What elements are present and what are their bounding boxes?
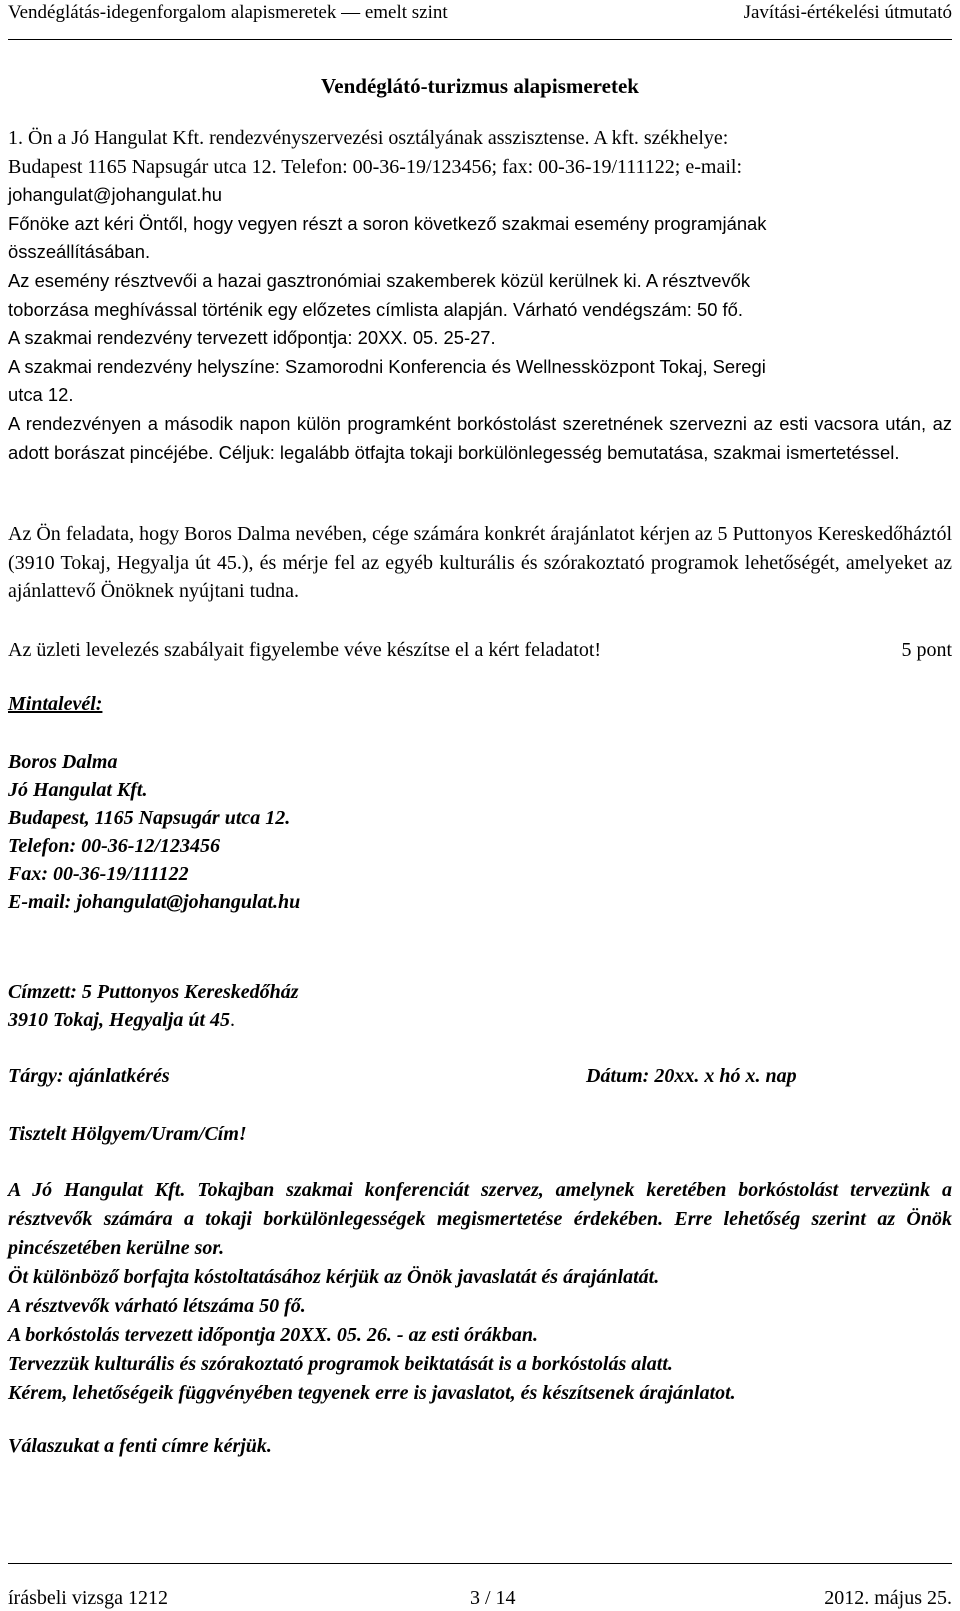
task-intro-line-2: Budapest 1165 Napsugár utca 12. Telefon: 00-36-19/123456; fax: 00-36-19/111122; e-mail:: [8, 155, 743, 178]
letter-paragraph-6: Kérem, lehetőségeik függvényében tegyenek erre is javaslatot, és készítsenek árajánlatot.: [8, 1382, 736, 1404]
footer-page-number: 3 / 14: [470, 1587, 516, 1609]
letter-body: [8, 1176, 952, 1408]
letter-paragraph-3: A résztvevők várható létszáma 50 fő.: [8, 1295, 306, 1317]
instruction-text: Az üzleti levelezés szabályait figyelembe véve készítse el a kért feladatot!: [8, 639, 602, 661]
task-description: [8, 124, 952, 467]
letter-paragraph-2: Öt különböző borfajta kóstoltatásához kérjük az Önök javaslatát és árajánlatát.: [8, 1266, 660, 1288]
header-right-title: Javítási-értékelési útmutató: [743, 2, 952, 23]
task-date: A szakmai rendezvény tervezett időpontja: 20XX. 05. 25-27.: [8, 327, 496, 349]
sender-company: Jó Hangulat Kft.: [8, 779, 148, 801]
sender-fax: Fax: 00-36-19/111122: [8, 863, 189, 885]
sender-address: Budapest, 1165 Napsugár utca 12.: [8, 807, 291, 829]
salutation: Tisztelt Hölgyem/Uram/Cím!: [8, 1123, 247, 1145]
task-venue-line-2: utca 12.: [8, 384, 74, 406]
header-divider: [8, 39, 952, 40]
sender-email: E-mail: johangulat@johangulat.hu: [8, 891, 301, 913]
assignment-paragraph: [8, 520, 952, 606]
task-participants: Az esemény résztvevői a hazai gasztronómiai szakemberek közül kerülnek ki. A résztvevők: [8, 269, 751, 291]
task-intro-email: johangulat@johangulat.hu: [8, 184, 222, 206]
task-boss-line-1: Főnöke azt kéri Öntől, hogy vegyen részt a soron következő szakmai esemény programjának: [8, 212, 767, 234]
letter-paragraph-4: A borkóstolás tervezett időpontja 20XX. 05. 26. - az esti órákban.: [8, 1324, 539, 1346]
task-recruitment: toborzása meghívással történik egy előzetes címlista alapján. Várható vendégszám: 50 fő.: [8, 298, 744, 320]
subject-line: Tárgy: ajánlatkérés: [8, 1065, 170, 1087]
task-wine-tasting: A rendezvényen a második napon külön programként borkóstolást szeretnének szervezni az esti vacsora után, az adott borászat pincéjébe. Céljuk: legalább ötfajta tokaji borkülönlegesség bemutatása, szakmai ismertetéssel.: [8, 412, 952, 463]
sample-letter-heading: Mintalevél:: [8, 693, 103, 715]
header-left-title: Vendéglátás-idegenforgalom alapismeretek — emelt szint: [8, 2, 448, 23]
page-footer: [8, 1585, 952, 1611]
sender-block: [8, 748, 300, 916]
sender-name: Boros Dalma: [8, 751, 118, 773]
page-header: [8, 0, 952, 34]
footer-date: 2012. május 25.: [824, 1587, 952, 1609]
task-venue-line-1: A szakmai rendezvény helyszíne: Szamorodni Konferencia és Wellnessközpont Tokaj, Seregi: [8, 355, 766, 377]
recipient-address-text: 3910 Tokaj, Hegyalja út 45: [8, 1009, 231, 1031]
task-boss-line-2: összeállításában.: [8, 241, 151, 263]
task-intro-line-1: 1. Ön a Jó Hangulat Kft. rendezvényszervezési osztályának asszisztense. A kft. székhelye:: [8, 127, 729, 149]
instruction-line: [8, 636, 952, 664]
letter-closing: Válaszukat a fenti címre kérjük.: [8, 1435, 272, 1457]
recipient-name: Címzett: 5 Puttonyos Kereskedőház: [8, 981, 299, 1003]
footer-exam-code: írásbeli vizsga 1212: [8, 1587, 168, 1609]
assignment-text: Az Ön feladata, hogy Boros Dalma nevében, cége számára konkrét árajánlatot kérjen az 5 Puttonyos Kereskedőháztól (3910 Tokaj, Hegyalja út 45.), és mérje fel az egyéb kulturális és szórakoztató programok lehetőségét, amelyeket az ajánlattevő Önöknek nyújtani tudna.: [8, 523, 952, 603]
recipient-block: [8, 978, 299, 1034]
letter-paragraph-1: A Jó Hangulat Kft. Tokajban szakmai konferenciát szervez, amelynek keretében borkóstolást tervezünk a résztvevők számára a tokaji borkülönlegességek megismertetése érdekében. Erre lehetőség szerint az Önök pincészetében kerülne sor.: [8, 1179, 952, 1259]
recipient-address: [8, 1006, 299, 1034]
date-line: Dátum: 20xx. x hó x. nap: [586, 1065, 797, 1087]
letter-paragraph-5: Tervezzük kulturális és szórakoztató programok beiktatását is a borkóstolás alatt.: [8, 1353, 673, 1375]
section-title: Vendéglátó-turizmus alapismeretek: [321, 74, 639, 98]
footer-divider: [8, 1563, 952, 1564]
points-label: 5 pont: [901, 639, 952, 661]
sender-phone: Telefon: 00-36-12/123456: [8, 835, 221, 857]
recipient-address-period: .: [230, 1009, 236, 1031]
